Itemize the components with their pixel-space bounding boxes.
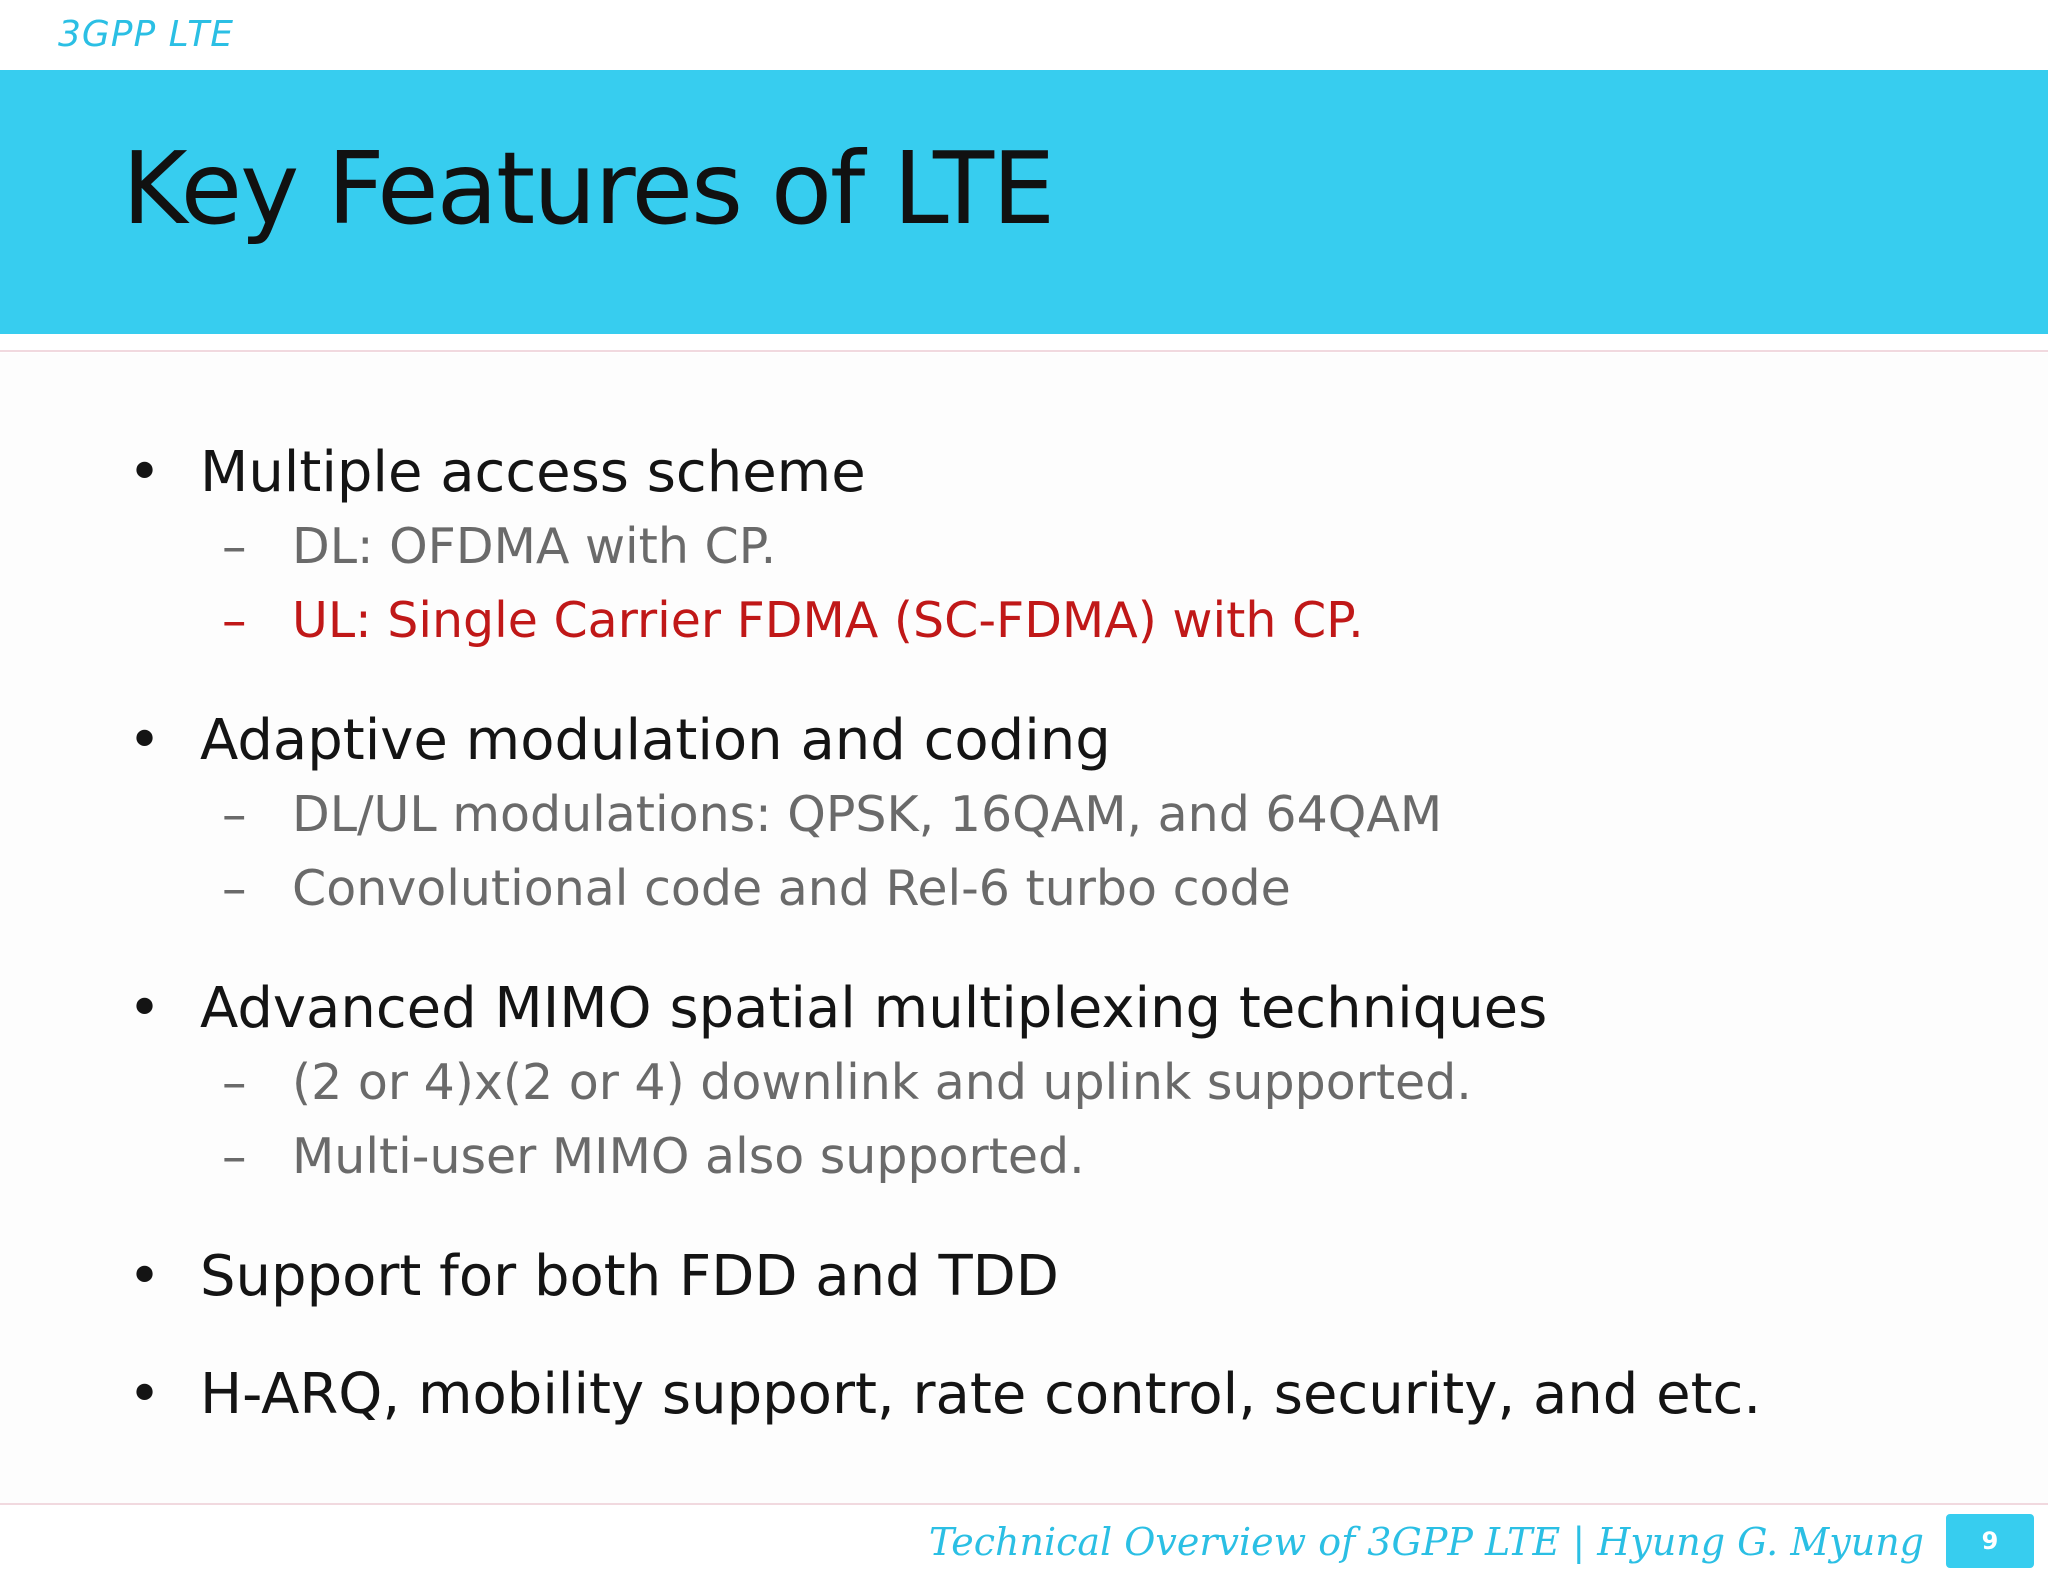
- bullet-icon: •: [128, 976, 162, 1041]
- bullet-text: Support for both FDD and TDD: [200, 1244, 1059, 1309]
- bullet-item: [128, 976, 1547, 1041]
- sub-bullet-text: (2 or 4)x(2 or 4) downlink and uplink supported.: [292, 1054, 1472, 1111]
- bullet-icon: •: [128, 1362, 162, 1427]
- bullet-item: [128, 440, 866, 505]
- dash-icon: –: [222, 592, 247, 649]
- sub-bullet-text: UL: Single Carrier FDMA (SC-FDMA) with CP.: [292, 592, 1364, 649]
- bullet-item: [128, 1362, 1761, 1427]
- bottom-divider: [0, 1503, 2048, 1505]
- sub-bullet-item: [222, 518, 776, 575]
- bullet-item: [128, 708, 1111, 773]
- dash-icon: –: [222, 1054, 247, 1111]
- sub-bullet-item: [222, 1128, 1085, 1185]
- sub-bullet-item-highlighted: [222, 592, 1364, 649]
- bullet-item: [128, 1244, 1059, 1309]
- sub-bullet-item: [222, 860, 1291, 917]
- dash-icon: –: [222, 1128, 247, 1185]
- bullet-icon: •: [128, 708, 162, 773]
- sub-bullet-text: DL: OFDMA with CP.: [292, 518, 777, 575]
- top-divider: [0, 350, 2048, 352]
- dash-icon: –: [222, 518, 247, 575]
- bullet-text: Multiple access scheme: [200, 440, 866, 505]
- slide-title: Key Features of LTE: [122, 130, 1054, 247]
- bullet-text: Advanced MIMO spatial multiplexing techniques: [200, 976, 1548, 1041]
- bullet-text: H-ARQ, mobility support, rate control, security, and etc.: [200, 1362, 1762, 1427]
- sub-bullet-item: [222, 1054, 1472, 1111]
- dash-icon: –: [222, 860, 247, 917]
- sub-bullet-item: [222, 786, 1442, 843]
- footer-credit: Technical Overview of 3GPP LTE | Hyung G. Myung: [928, 1520, 1924, 1564]
- page-number-badge: 9: [1946, 1514, 2034, 1568]
- header-label: 3GPP LTE: [58, 14, 235, 55]
- bullet-icon: •: [128, 1244, 162, 1309]
- bullet-icon: •: [128, 440, 162, 505]
- sub-bullet-text: DL/UL modulations: QPSK, 16QAM, and 64QAM: [292, 786, 1443, 843]
- bullet-text: Adaptive modulation and coding: [200, 708, 1111, 773]
- sub-bullet-text: Multi-user MIMO also supported.: [292, 1128, 1085, 1185]
- sub-bullet-text: Convolutional code and Rel-6 turbo code: [292, 860, 1291, 917]
- dash-icon: –: [222, 786, 247, 843]
